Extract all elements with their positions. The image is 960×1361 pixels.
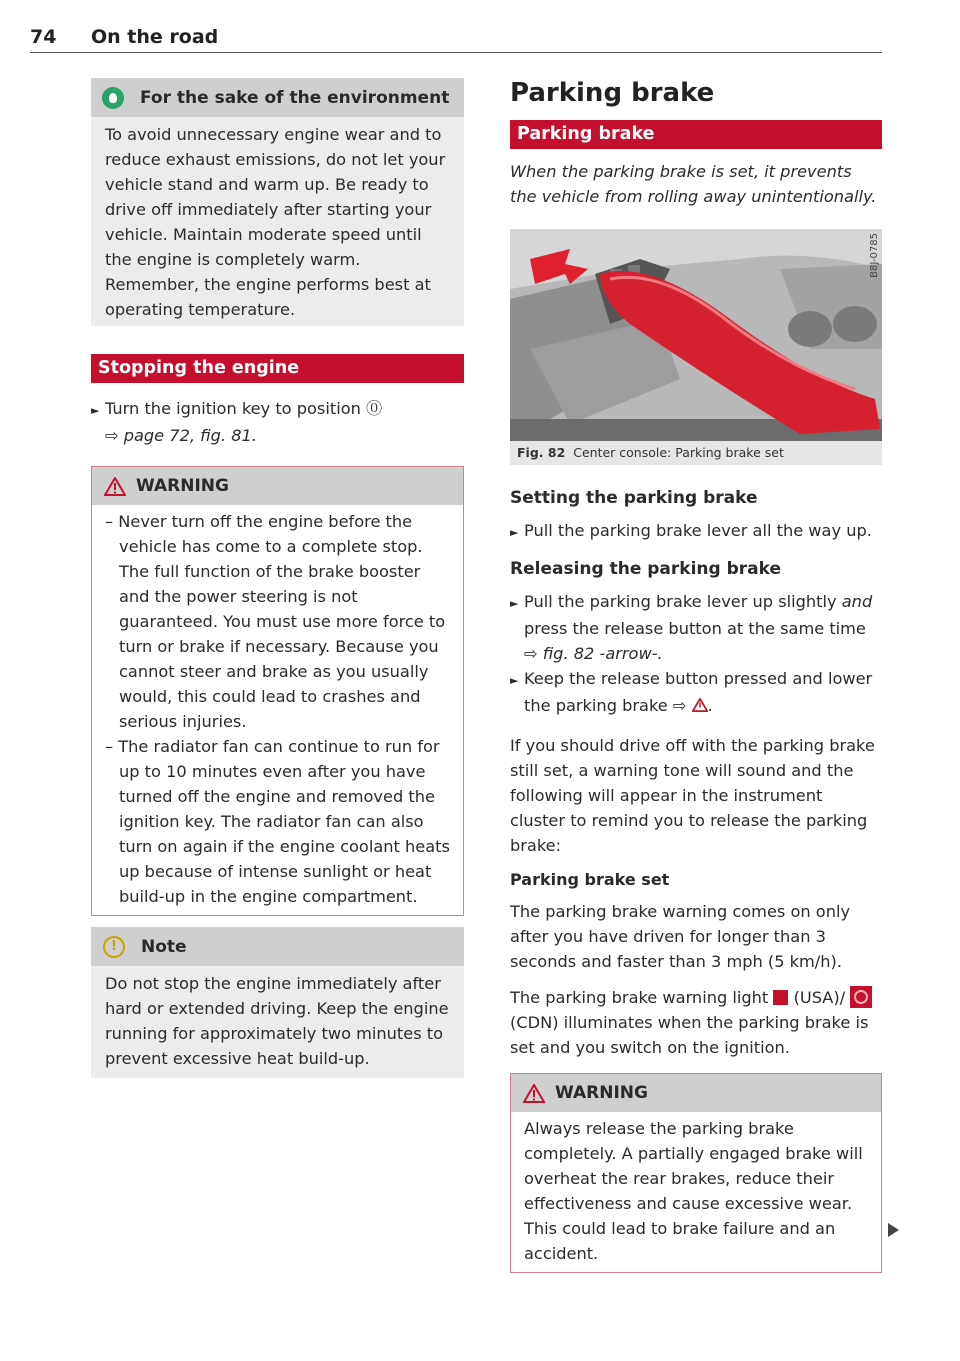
brake-indicator-usa-icon bbox=[773, 990, 788, 1005]
stopping-page-ref[interactable]: ⇨ page 72, fig. 81. bbox=[105, 426, 257, 445]
right-warning-text: Always release the parking brake completely. A partially engaged brake will overheat the rear brakes, reduce their effectiveness and cause excessive wear. This could lead to brake failure and an accident. bbox=[524, 1119, 863, 1263]
page-number: 74 bbox=[30, 26, 57, 48]
environment-text: To avoid unnecessary engine wear and to reduce exhaust emissions, do not let your vehicle stand and warm up. Be ready to drive off immediately after starting your vehicle. Maintain moderate speed until the engine is completely warm. Remember, the engine performs best at operating temperature. bbox=[105, 125, 446, 319]
bullet-triangle-icon: ► bbox=[510, 597, 519, 610]
note-box bbox=[91, 927, 464, 1078]
right-column bbox=[510, 78, 882, 1273]
releasing-bullet-1: ► Pull the parking brake lever up slightly and press the release button at the same time ⇨ fig. 82 -arrow-. bbox=[510, 592, 873, 663]
figure-code: B8J-0785 bbox=[869, 233, 880, 278]
page-header bbox=[30, 22, 882, 53]
brake-set-text: The parking brake warning comes on only after you have driven for longer than 3 seconds and faster than 3 mph (5 km/h). bbox=[510, 902, 851, 971]
parking-brake-intro: When the parking brake is set, it prevents the vehicle from rolling away unintentionally. bbox=[510, 162, 877, 206]
note-info-icon: ! bbox=[103, 936, 125, 958]
brake-set-heading: Parking brake set bbox=[510, 870, 670, 889]
left-column bbox=[91, 78, 464, 1078]
warning-item: – Never turn off the engine before the vehicle has come to a complete stop. The full function of the brake booster and the power steering is not guaranteed. You must use more force to turn or brake if necessary. Because you cannot steer and brake as you usually would, this could lead to crashes and serious injuries. bbox=[105, 512, 446, 731]
setting-heading: Setting the parking brake bbox=[510, 488, 758, 508]
stopping-instruction bbox=[91, 396, 464, 448]
position-zero-symbol: ⓪ bbox=[366, 399, 383, 418]
right-warning-title: WARNING bbox=[555, 1083, 648, 1103]
warning-item: – The radiator fan can continue to run for up to 10 minutes even after you have turned off the engine and removed the ignition key. The radiator fan can also turn on again if the engine coolant heats up because of intense sunlight or heat build-up in the engine compartment. bbox=[105, 737, 450, 906]
environment-box bbox=[91, 78, 464, 326]
note-text: Do not stop the engine immediately after hard or extended driving. Keep the engine running for approximately two minutes to prevent excessive heat build-up. bbox=[105, 974, 449, 1068]
right-warning-body bbox=[511, 1112, 881, 1272]
left-warning-title: WARNING bbox=[136, 476, 229, 496]
stopping-engine-heading: Stopping the engine bbox=[91, 354, 464, 383]
warning-light-text: The parking brake warning light (USA)/ (CDN) illuminates when the parking brake is set and you switch on the ignition. bbox=[510, 985, 882, 1060]
environment-box-body bbox=[91, 117, 464, 326]
environment-tree-icon bbox=[102, 87, 124, 109]
figure-82 bbox=[510, 229, 882, 465]
releasing-bullet-2: ► Keep the release button pressed and lower the parking brake ⇨ . bbox=[510, 669, 873, 715]
warning-triangle-icon bbox=[523, 1084, 545, 1103]
continue-arrow-icon bbox=[888, 1223, 899, 1237]
parking-brake-bar: Parking brake bbox=[510, 120, 882, 149]
environment-box-header bbox=[91, 78, 464, 117]
right-warning-header bbox=[511, 1074, 881, 1112]
center-console-illustration bbox=[510, 229, 882, 441]
left-warning-box bbox=[91, 466, 464, 916]
drive-off-text: If you should drive off with the parking brake still set, a warning tone will sound and the following will appear in the instrument cluster to remind you to release the parking brake: bbox=[510, 736, 875, 855]
left-warning-header bbox=[92, 467, 463, 505]
figure-caption: Fig. 82 Center console: Parking brake set bbox=[510, 441, 882, 465]
note-title: Note bbox=[141, 936, 187, 957]
left-warning-body bbox=[92, 505, 463, 915]
warning-ref-icon[interactable] bbox=[692, 698, 708, 712]
right-warning-box bbox=[510, 1073, 882, 1273]
releasing-heading: Releasing the parking brake bbox=[510, 559, 782, 579]
setting-bullet: ► Pull the parking brake lever all the way up. bbox=[510, 518, 882, 545]
figure-ref-link[interactable]: ⇨ fig. 82 -arrow-. bbox=[524, 644, 663, 663]
bullet-triangle-icon: ► bbox=[510, 674, 519, 687]
parking-brake-title: Parking brake bbox=[510, 78, 715, 108]
section-title: On the road bbox=[91, 26, 219, 48]
warning-triangle-icon bbox=[104, 477, 126, 496]
brake-indicator-cdn-icon bbox=[850, 986, 872, 1008]
bullet-triangle-icon: ► bbox=[510, 526, 519, 539]
environment-title: For the sake of the environment bbox=[140, 87, 450, 108]
stopping-bullet-text: Turn the ignition key to position bbox=[105, 399, 361, 418]
bullet-triangle-icon: ► bbox=[91, 404, 100, 417]
note-box-header bbox=[91, 927, 464, 966]
center-console-image bbox=[510, 229, 882, 441]
note-box-body bbox=[91, 966, 464, 1078]
